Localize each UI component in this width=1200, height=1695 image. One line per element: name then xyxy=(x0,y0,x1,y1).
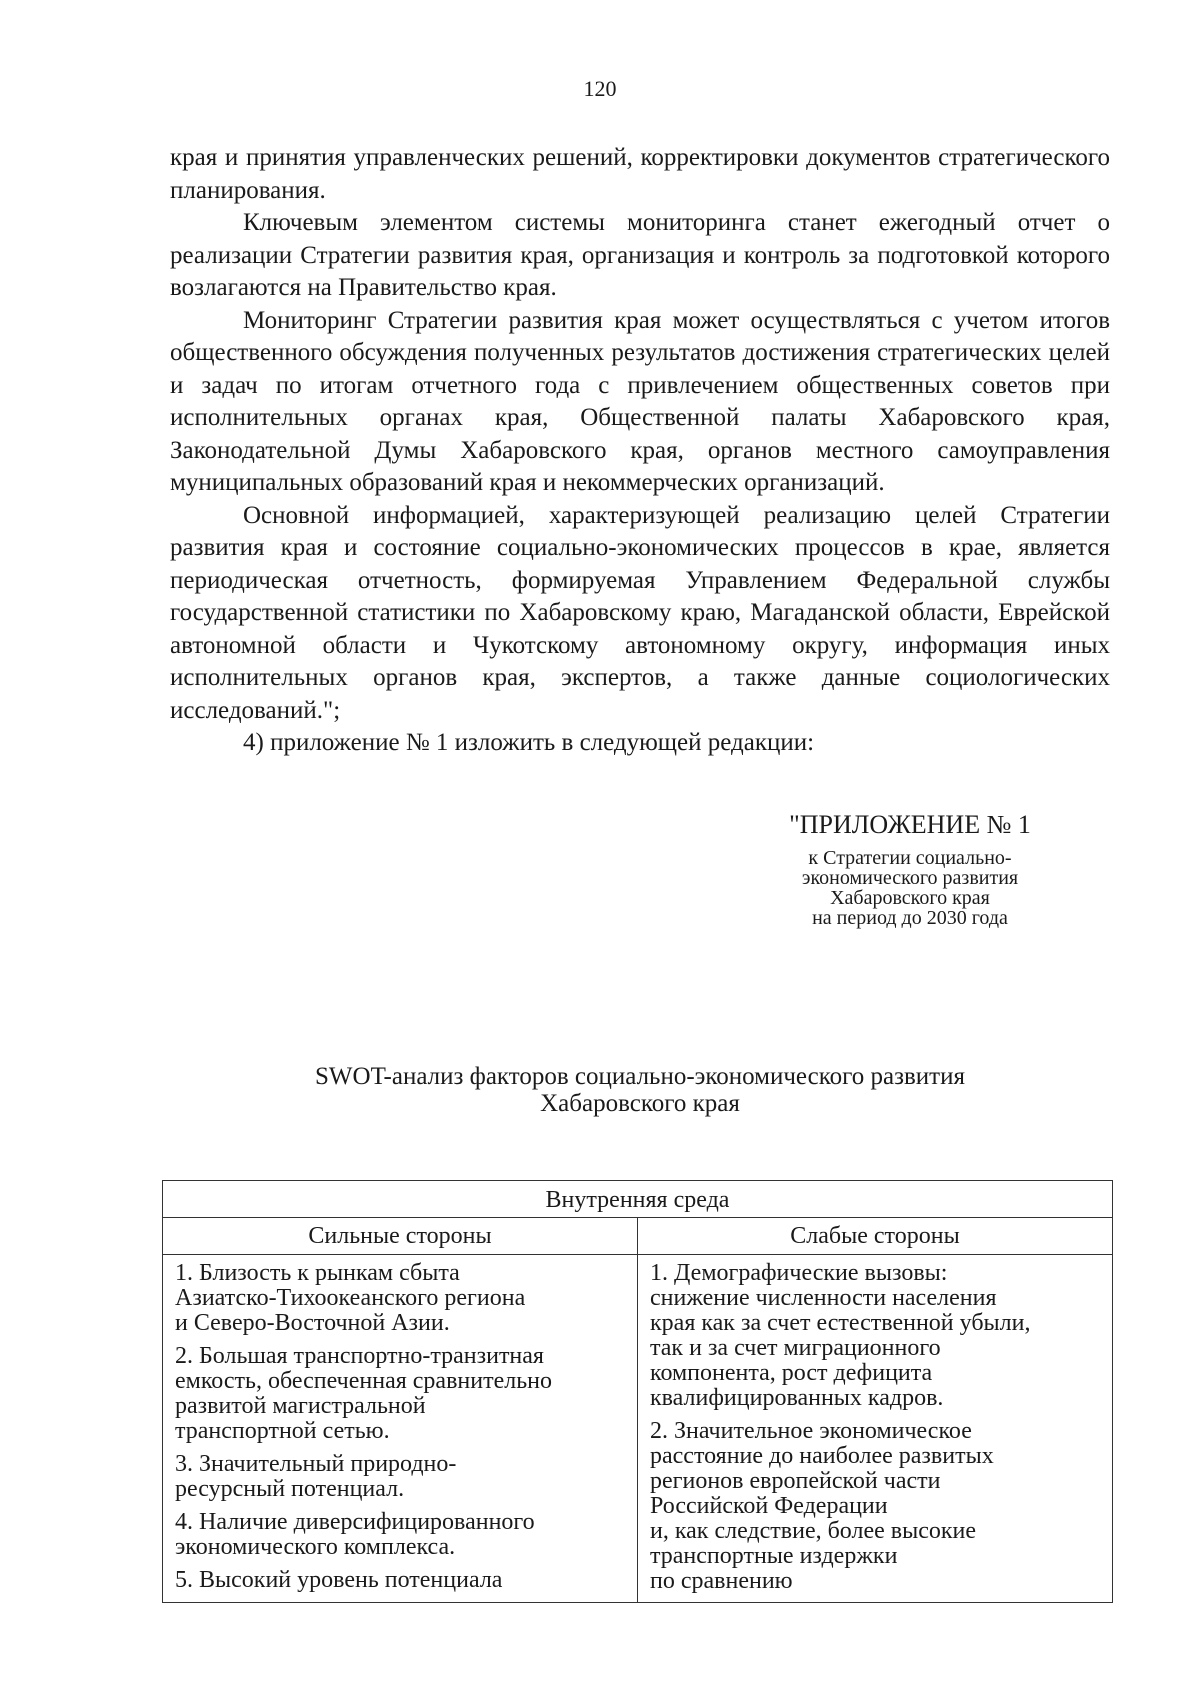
weakness-item-line: регионов европейской части xyxy=(650,1468,941,1494)
strength-item xyxy=(175,1261,627,1336)
strength-item-line: экономического комплекса. xyxy=(175,1534,456,1560)
appendix-subtitle-line: Хабаровского края xyxy=(830,887,990,909)
appendix-heading xyxy=(760,808,1060,928)
paragraph-monitoring: Мониторинг Стратегии развития края может осуществляться с учетом итогов общественного обсуждения полученных результатов достижения стратегических целей и задач по итогам отчетного года с привлечением общественных советов при исполнительных органах края, Общественной палаты Хабаровского края, Законодательной Думы Хабаровского края, органов местного самоуправления муниципальных образований края и некоммерческих организаций. xyxy=(170,306,1110,496)
weakness-item-line: и, как следствие, более высокие xyxy=(650,1518,977,1544)
appendix-title: "ПРИЛОЖЕНИЕ № 1 xyxy=(789,810,1031,839)
paragraph-main-information: Основной информацией, характеризующей реализацию целей Стратегии развития края и состояние социально-экономических процессов в крае, является периодическая отчетность, формируемая Управлением Федеральной службы государственной статистики по Хабаровскому краю, Магаданской области, Еврейской автономной области и Чукотскому автономному округу, информация иных исполнительных органов края, экспертов, а также данные социологических исследований."; xyxy=(170,501,1110,724)
swot-title xyxy=(170,1063,1110,1117)
page-number: 120 xyxy=(583,76,617,101)
weakness-item-line: по сравнению xyxy=(650,1568,793,1594)
strength-item-line: 5. Высокий уровень потенциала xyxy=(175,1567,503,1593)
strengths-cell xyxy=(163,1255,638,1603)
weakness-item-line: 2. Значительное экономическое xyxy=(650,1418,972,1444)
swot-table xyxy=(162,1180,1113,1603)
paragraph-annual-report: Ключевым элементом системы мониторинга станет ежегодный отчет о реализации Стратегии развития края, организация и контроль за подготовкой которого возлагаются на Правительство края. xyxy=(170,209,1110,301)
strength-item-line: емкость, обеспеченная сравнительно xyxy=(175,1368,552,1394)
strength-item-line: 4. Наличие диверсифицированного xyxy=(175,1509,535,1535)
weakness-item-line: снижение численности населения xyxy=(650,1285,997,1311)
paragraph-continuation: края и принятия управленческих решений, корректировки документов стратегического планирования. xyxy=(170,144,1110,204)
weakness-item xyxy=(650,1419,1102,1594)
swot-title-line: Хабаровского края xyxy=(540,1090,740,1117)
strength-item-line: транспортной сетью. xyxy=(175,1418,390,1444)
weakness-item-line: расстояние до наиболее развитых xyxy=(650,1443,994,1469)
strengths-list xyxy=(175,1261,627,1593)
environment-header: Внутренняя среда xyxy=(163,1181,1113,1218)
swot-title-line: SWOT-анализ факторов социально-экономического развития xyxy=(315,1063,965,1090)
strength-item xyxy=(175,1510,627,1560)
strength-item-line: 2. Большая транспортно-транзитная xyxy=(175,1343,544,1369)
strength-item-line: 3. Значительный природно- xyxy=(175,1451,457,1477)
weakness-item-line: Российской Федерации xyxy=(650,1493,888,1519)
weaknesses-header: Слабые стороны xyxy=(638,1218,1113,1255)
weaknesses-cell xyxy=(638,1255,1113,1603)
strength-item-line: и Северо-Восточной Азии. xyxy=(175,1310,450,1336)
strength-item xyxy=(175,1344,627,1444)
strengths-header: Сильные стороны xyxy=(163,1218,638,1255)
strength-item-line: развитой магистральной xyxy=(175,1393,426,1419)
strength-item-line: 1. Близость к рынкам сбыта xyxy=(175,1260,460,1286)
strength-item xyxy=(175,1452,627,1502)
weakness-item-line: 1. Демографические вызовы: xyxy=(650,1260,948,1286)
weakness-item-line: компонента, рост дефицита xyxy=(650,1360,933,1386)
strength-item xyxy=(175,1568,627,1593)
weakness-item-line: транспортные издержки xyxy=(650,1543,898,1569)
body-text xyxy=(170,142,1110,760)
appendix-subtitle-line: к Стратегии социально- xyxy=(808,847,1012,869)
weakness-item-line: квалифицированных кадров. xyxy=(650,1385,944,1411)
weakness-item xyxy=(650,1261,1102,1411)
appendix-subtitle-line: экономического развития xyxy=(801,867,1019,889)
weakness-item-line: так и за счет миграционного xyxy=(650,1335,941,1361)
strength-item-line: ресурсный потенциал. xyxy=(175,1476,405,1502)
paragraph-amendment: 4) приложение № 1 изложить в следующей редакции: xyxy=(243,729,815,756)
weakness-item-line: края как за счет естественной убыли, xyxy=(650,1310,1031,1336)
strength-item-line: Азиатско-Тихоокеанского региона xyxy=(175,1285,526,1311)
appendix-subtitle-line: на период до 2030 года xyxy=(812,907,1008,929)
weaknesses-list xyxy=(650,1261,1102,1594)
appendix-subtitle xyxy=(760,848,1060,928)
